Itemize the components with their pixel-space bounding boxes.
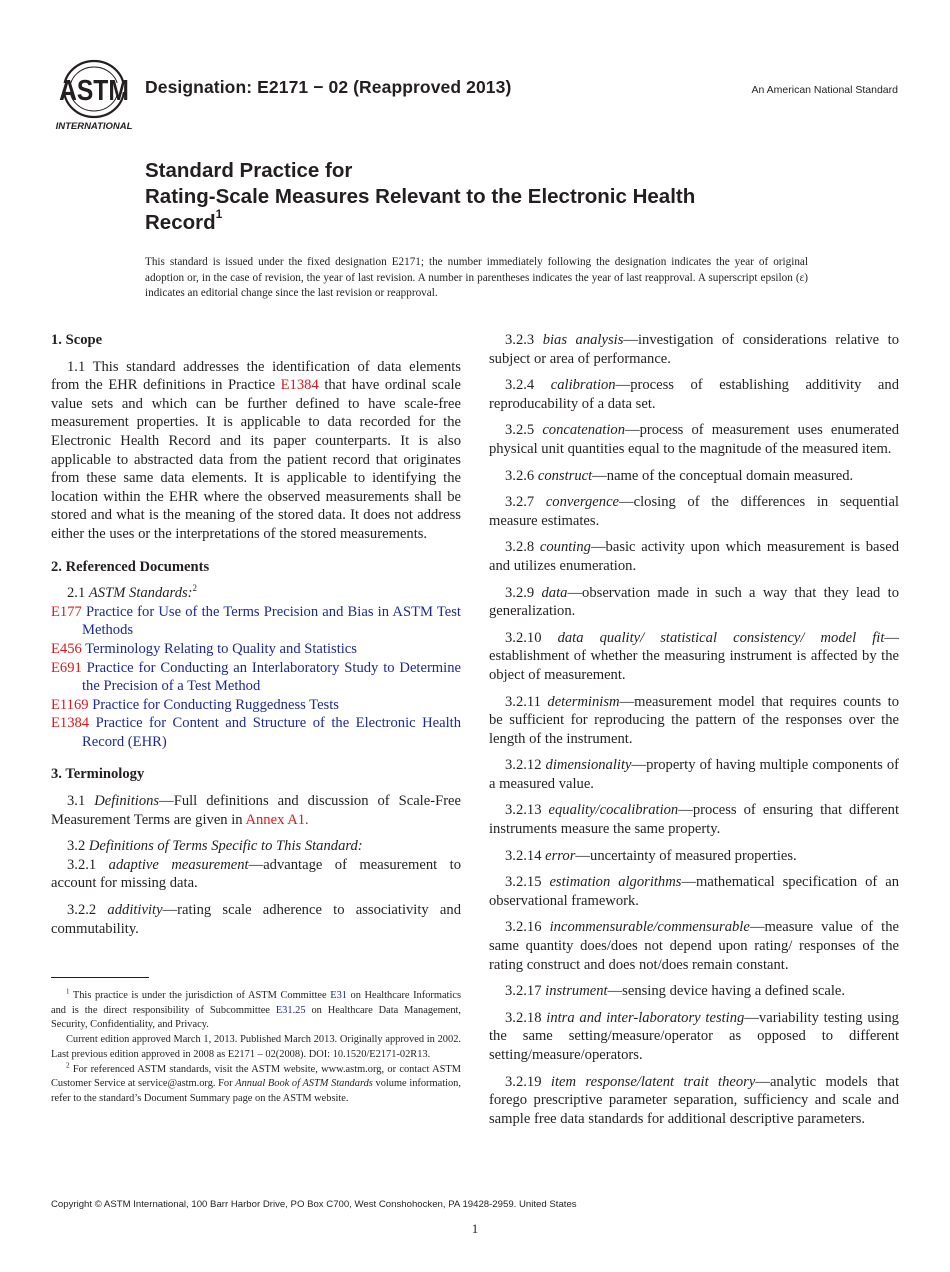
link-e31[interactable]: E31 bbox=[330, 990, 347, 1001]
document-title bbox=[145, 158, 845, 236]
definition-item: 3.2.19 item response/latent trait theory—analytic models that forego prescriptive parameter separation, sufficiency and scale and sample free data standards for additional descriptive parameters. bbox=[489, 1073, 900, 1127]
reference-item[interactable]: E177 Practice for Use of the Terms Precision and Bias in ASTM Test Methods bbox=[51, 603, 461, 639]
section-terminology-heading: 3. Terminology bbox=[51, 766, 145, 783]
definition-item: 3.2.16 incommensurable/commensurable—measure value of the same quantity does/does not depend upon rating/ responses of the rating construct and does not/does remain constant. bbox=[489, 919, 899, 973]
referenced-documents-list bbox=[51, 603, 461, 752]
link-e31-25[interactable]: E31.25 bbox=[275, 1004, 306, 1016]
footnote-1: $^1$ This practice is under the jurisdiction of ASTM Committee E31 on Healthcare Informatics and is the direct responsibility of Subcommittee E31.25 on Healthcare Data Management, Security, Confidentiality, and Privacy. bbox=[51, 987, 461, 1031]
title-line-2: Rating-Scale Measures Relevant to the Electronic Health bbox=[145, 185, 696, 208]
scope-paragraph-1-1: 1.1 This standard addresses the identification of data elements from the EHR definitions in Practice E1384 that have ordinal scale value sets and which can be further defined to have scale-free measurement properties. It is applicable to data recorded for the Electronic Health Record and its paper counterparts. It is also applicable to abstracted data from the patient record that originates from these same data elements. It is applicable to identifying the location within the EHR where the observed measurements shall be stored and what is the meaning of the stored data. It does not address either the uses or the interpretations of the stored measurements. bbox=[51, 358, 462, 542]
footnote-1-edition: Current edition approved March 1, 2013. Published March 2013. Originally approved in 2002. Last previous edition approved in 2008 as E2171 – 02(2008). DOI: 10.1520/E2171-02R13. bbox=[51, 1034, 461, 1060]
right-column bbox=[489, 331, 899, 1136]
issuance-note: This standard is issued under the fixed designation E2171; the number immediately following the designation indicates the year of original adoption or, in the case of revision, the year of last revision. A number in parentheses indicates the year of last reapproval. A superscript epsilon (ε) indicates an editorial change since the last revision or reapproval. bbox=[145, 256, 808, 300]
definition-item: 3.2.12 dimensionality—property of having multiple components of a measured value. bbox=[489, 757, 899, 792]
definition-item: 3.2.11 determinism—measurement model that requires counts to be sufficient for reproducing the pattern of the responses over the length of the instrument. bbox=[489, 693, 899, 747]
definition-item: 3.2.14 error—uncertainty of measured properties. bbox=[505, 847, 797, 864]
definition-item: 3.2.4 calibration—process of establishing additivity and reproducability of a data set. bbox=[489, 377, 899, 412]
section-referenced-documents-heading: 2. Referenced Documents bbox=[51, 558, 210, 575]
astm-standards-subheading: 2.1 ASTM Standards:$^2$ bbox=[67, 583, 198, 602]
reference-item[interactable]: E1384 Practice for Content and Structure of the Electronic Health Record (EHR) bbox=[51, 715, 461, 750]
page-number: 1 bbox=[471, 1221, 479, 1236]
copyright-notice: Copyright © ASTM International, 100 Barr Harbor Drive, PO Box C700, West Conshohocken, PA 19428-2959. United States bbox=[51, 1199, 577, 1210]
astm-logo bbox=[52, 58, 136, 134]
definition-item: 3.2.8 counting—basic activity upon which measurement is based and utilizes enumeration. bbox=[489, 539, 899, 574]
definition-item: 3.2.7 convergence—closing of the differences in sequential measure estimates. bbox=[489, 494, 899, 529]
footnote-2: $^2$ For referenced ASTM standards, visit the ASTM website, www.astm.org, or contact ASTM Customer Service at service@astm.org. For Annual Book of ASTM Standards volume information, refer to the standard’s Document Summary page on the ASTM website. bbox=[51, 1061, 461, 1104]
astm-logo-mark-icon bbox=[59, 61, 129, 117]
section-scope-heading: 1. Scope bbox=[51, 332, 103, 348]
reference-item[interactable]: E456 Terminology Relating to Quality and Statistics bbox=[51, 640, 357, 657]
terminology-paragraph-3-2: 3.2 Definitions of Terms Specific to This Standard: bbox=[67, 838, 363, 855]
definition-item: 3.2.3 bias analysis—investigation of considerations relative to subject or area of performance. bbox=[489, 332, 899, 367]
svg-text:ASTM: ASTM bbox=[59, 74, 129, 107]
definition-item: 3.2.6 construct—name of the conceptual domain measured. bbox=[505, 467, 854, 484]
terminology-paragraph-3-1: 3.1 Definitions—Full definitions and discussion of Scale-Free Measurement Terms are given in Annex A1. bbox=[51, 793, 462, 828]
definition-item: 3.2.5 concatenation—process of measurement uses enumerated physical unit quantities equal to the magnitude of the measured item. bbox=[489, 422, 899, 457]
title-footnote-marker[interactable]: 1 bbox=[215, 207, 223, 222]
footnote-divider bbox=[51, 977, 149, 978]
reference-item[interactable]: E691 Practice for Conducting an Interlaboratory Study to Determine the Precision of a Test Method bbox=[51, 659, 461, 695]
footnotes bbox=[51, 989, 461, 1107]
logo-text: INTERNATIONAL bbox=[55, 121, 133, 132]
definition-item: 3.2.18 intra and inter-laboratory testing—variability testing using the same setting/measure/operator as opposed to different setting/measure/operators. bbox=[489, 1009, 899, 1063]
left-column bbox=[51, 331, 461, 946]
reference-item[interactable]: E1169 Practice for Conducting Ruggedness Tests bbox=[51, 696, 339, 713]
definition-item: 3.2.10 data quality/ statistical consistency/ model fit—establishment of whether the measuring instrument is affected by the object of measurement. bbox=[489, 629, 899, 683]
national-standard-label: An American National Standard bbox=[751, 84, 898, 96]
definition-item: 3.2.17 instrument—sensing device having a defined scale. bbox=[505, 983, 846, 1000]
definition-item: 3.2.13 equality/cocalibration—process of ensuring that different instruments measure the same property. bbox=[489, 802, 899, 838]
definition-item: 3.2.9 data—observation made in such a way that they lead to generalization. bbox=[489, 584, 899, 620]
link-e1384[interactable]: E1384 bbox=[280, 377, 319, 394]
title-line-1: Standard Practice for bbox=[145, 159, 353, 182]
definition-item: 3.2.1 adaptive measurement—advantage of measurement to account for missing data. bbox=[51, 856, 461, 892]
link-annex-a1[interactable]: Annex A1. bbox=[245, 811, 309, 828]
definition-item: 3.2.15 estimation algorithms—mathematical specification of an observational framework. bbox=[489, 874, 899, 909]
definition-item: 3.2.2 additivity—rating scale adherence to associativity and commutability. bbox=[51, 902, 461, 937]
designation: Designation: E2171 − 02 (Reapproved 2013) bbox=[145, 77, 512, 97]
title-line-3: Record bbox=[145, 211, 216, 234]
